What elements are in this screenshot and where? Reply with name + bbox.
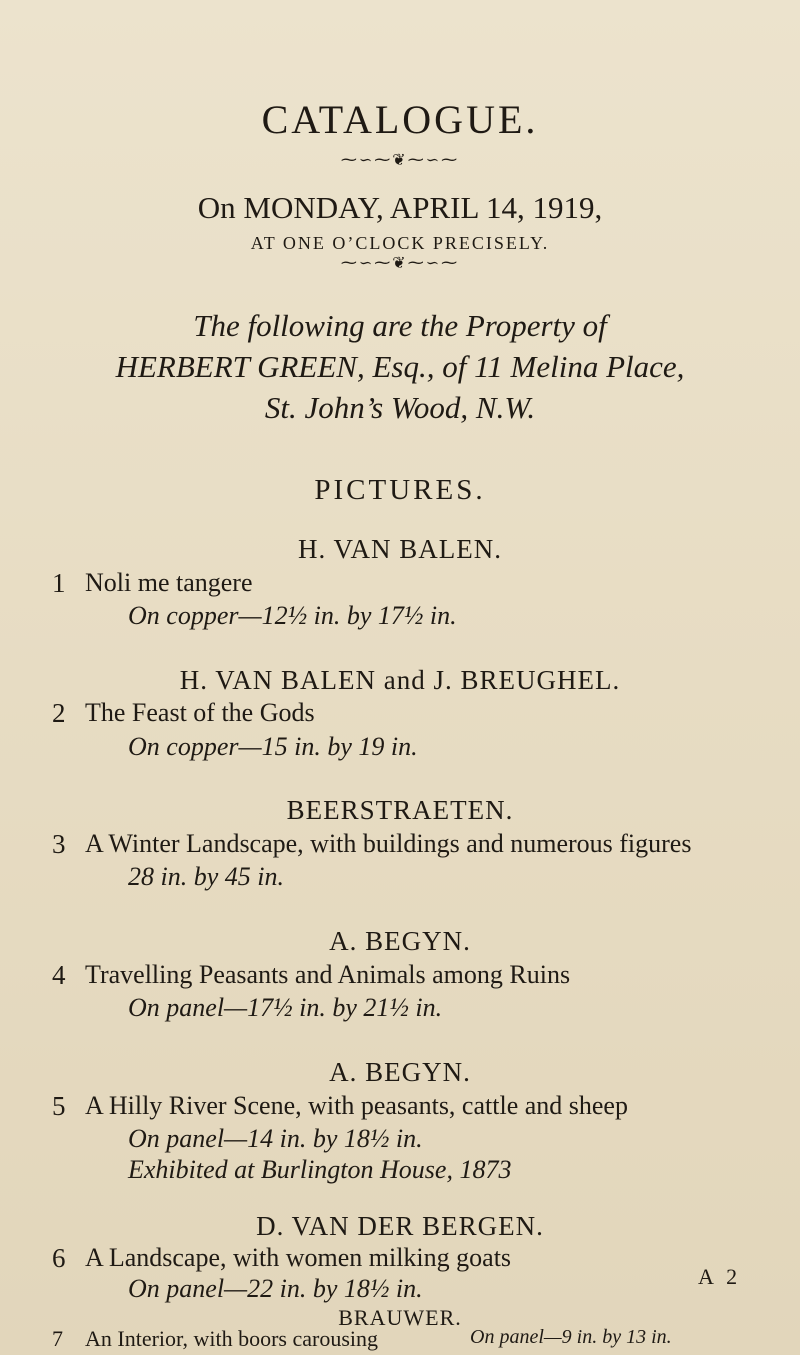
sale-time: AT ONE O’CLOCK PRECISELY. — [250, 233, 550, 253]
lot-artist: A. BEGYN. — [329, 926, 471, 956]
lot-number: 7 — [52, 1326, 63, 1351]
intro-line-1: The following are the Property of — [193, 308, 607, 343]
intro-line-2: HERBERT GREEN, Esq., of 11 Melina Place, — [115, 349, 685, 384]
lot-exhibition-note: Exhibited at Burlington House, 1873 — [128, 1155, 512, 1184]
lot-detail: On panel—14 in. by 18½ in. — [128, 1124, 423, 1153]
sale-date: On MONDAY, APRIL 14, 1919, — [197, 190, 603, 225]
lot-artist: H. VAN BALEN. — [297, 534, 503, 564]
lot-number: 6 — [52, 1243, 66, 1273]
lot-detail: On copper—15 in. by 19 in. — [128, 732, 418, 761]
lot-artist: A. BEGYN. — [329, 1057, 471, 1087]
lot-title: A Hilly River Scene, with peasants, cattle and sheep — [85, 1091, 628, 1120]
lot-title: Noli me tangere — [85, 568, 253, 597]
lot-title: A Landscape, with women milking goats — [85, 1243, 512, 1272]
lot-title: An Interior, with boors carousing — [85, 1326, 379, 1351]
lot-artist: D. VAN DER BERGEN. — [256, 1211, 544, 1241]
ornament-divider-mid: ⁓∽⁓❦⁓∽⁓ — [340, 253, 460, 272]
section-heading: PICTURES. — [314, 474, 486, 506]
catalogue-title: CATALOGUE. — [261, 97, 539, 142]
lot-number: 2 — [52, 698, 66, 728]
lot-number: 1 — [52, 568, 66, 598]
lot-detail: On panel—9 in. by 13 in. — [470, 1326, 672, 1348]
lot-title: A Winter Landscape, with buildings and numerous figures — [85, 829, 692, 858]
lot-detail: On copper—12½ in. by 17½ in. — [128, 601, 457, 630]
lot-title: The Feast of the Gods — [85, 698, 315, 727]
lot-artist: BRAUWER. — [338, 1305, 462, 1330]
lot-number: 4 — [52, 960, 66, 990]
intro-line-3: St. John’s Wood, N.W. — [264, 390, 536, 425]
lot-number: 3 — [52, 829, 66, 859]
ornament-divider-top: ⁓∽⁓❦⁓∽⁓ — [340, 150, 460, 169]
signature-mark: A 2 — [698, 1264, 742, 1289]
lot-number: 5 — [52, 1091, 66, 1121]
lot-title: Travelling Peasants and Animals among Ruins — [85, 960, 571, 989]
lot-detail: 28 in. by 45 in. — [128, 862, 284, 891]
lot-artist: BEERSTRAETEN. — [286, 795, 514, 825]
lot-detail: On panel—17½ in. by 21½ in. — [128, 993, 443, 1022]
lot-artist: H. VAN BALEN and J. BREUGHEL. — [179, 665, 621, 695]
lot-detail: On panel—22 in. by 18½ in. — [128, 1274, 423, 1303]
